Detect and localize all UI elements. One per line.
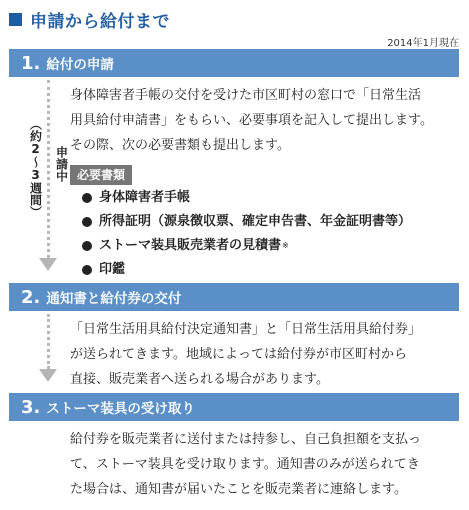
side-in-progress — [54, 146, 68, 182]
item-text: 印鑑 — [99, 262, 126, 277]
step-2-number: 2. — [21, 286, 41, 308]
required-documents-list — [82, 186, 411, 282]
step-2-line-1: 「日常生活用具給付決定通知書」と「日常生活用具給付券」 — [70, 322, 422, 337]
step-2-line-2: が送られてきます。地域によっては給付券が市区町村から — [70, 347, 407, 362]
down-arrow-icon — [39, 258, 57, 271]
required-documents-label: 必要書類 — [70, 165, 132, 185]
item-text: 身体障害者手帳 — [99, 190, 191, 205]
down-arrow-icon — [39, 369, 57, 382]
step-3-line-3: た場合は、通知書が届いたことを販売業者に連絡します。 — [70, 482, 407, 497]
list-item — [82, 210, 411, 234]
step-2-connector — [47, 314, 50, 369]
step-1-label: 給付の申請 — [46, 57, 114, 73]
list-item — [82, 258, 411, 282]
bullet-icon — [82, 241, 92, 251]
step-3-description — [70, 427, 458, 502]
step-1-line-1: 身体障害者手帳の交付を受けた市区町村の窓口で「日常生活 — [70, 88, 422, 103]
list-item — [82, 186, 411, 210]
step-3-bar — [9, 393, 459, 421]
step-3-number: 3. — [21, 396, 41, 418]
step-3-label: ストーマ装具の受け取り — [46, 401, 195, 417]
step-1-line-3: その際、次の必要書類も提出します。 — [70, 138, 290, 153]
step-3-line-1: 給付券を販売業者に送付または持参し、自己負担額を支払っ — [70, 432, 422, 447]
step-1-connector — [47, 80, 50, 258]
step-2-description — [70, 317, 458, 392]
step-2-label: 通知書と給付券の交付 — [46, 291, 182, 307]
step-1-number: 1. — [21, 52, 41, 74]
page-title: 申請から給付まで — [30, 12, 170, 32]
step-1-bar — [9, 49, 459, 77]
side-in-progress-text: 申請中 — [54, 146, 69, 182]
step-3-line-2: て、ストーマ装具を受け取ります。通知書のみが送られてき — [70, 457, 420, 472]
step-1-description — [70, 83, 458, 158]
bullet-icon — [82, 217, 92, 227]
bullet-icon — [82, 265, 92, 275]
item-text: 所得証明（源泉徴収票、確定申告書、年金証明書等） — [99, 214, 412, 229]
as-of-date: 2014年1月現在 — [387, 38, 459, 49]
title-square-icon — [9, 13, 22, 26]
side-duration-text: （約2〜3週間） — [28, 118, 43, 218]
side-duration — [28, 118, 42, 218]
list-item — [82, 234, 411, 258]
item-text: ストーマ装具販売業者の見積書 — [99, 238, 282, 253]
note-mark: ※ — [282, 241, 289, 250]
step-2-line-3: 直接、販売業者へ送られる場合があります。 — [70, 372, 329, 387]
page-header — [9, 7, 170, 32]
step-2-bar — [9, 283, 459, 311]
step-1-line-2: 用具給付申請書」をもらい、必要事項を記入して提出します。 — [70, 113, 433, 128]
bullet-icon — [82, 193, 92, 203]
